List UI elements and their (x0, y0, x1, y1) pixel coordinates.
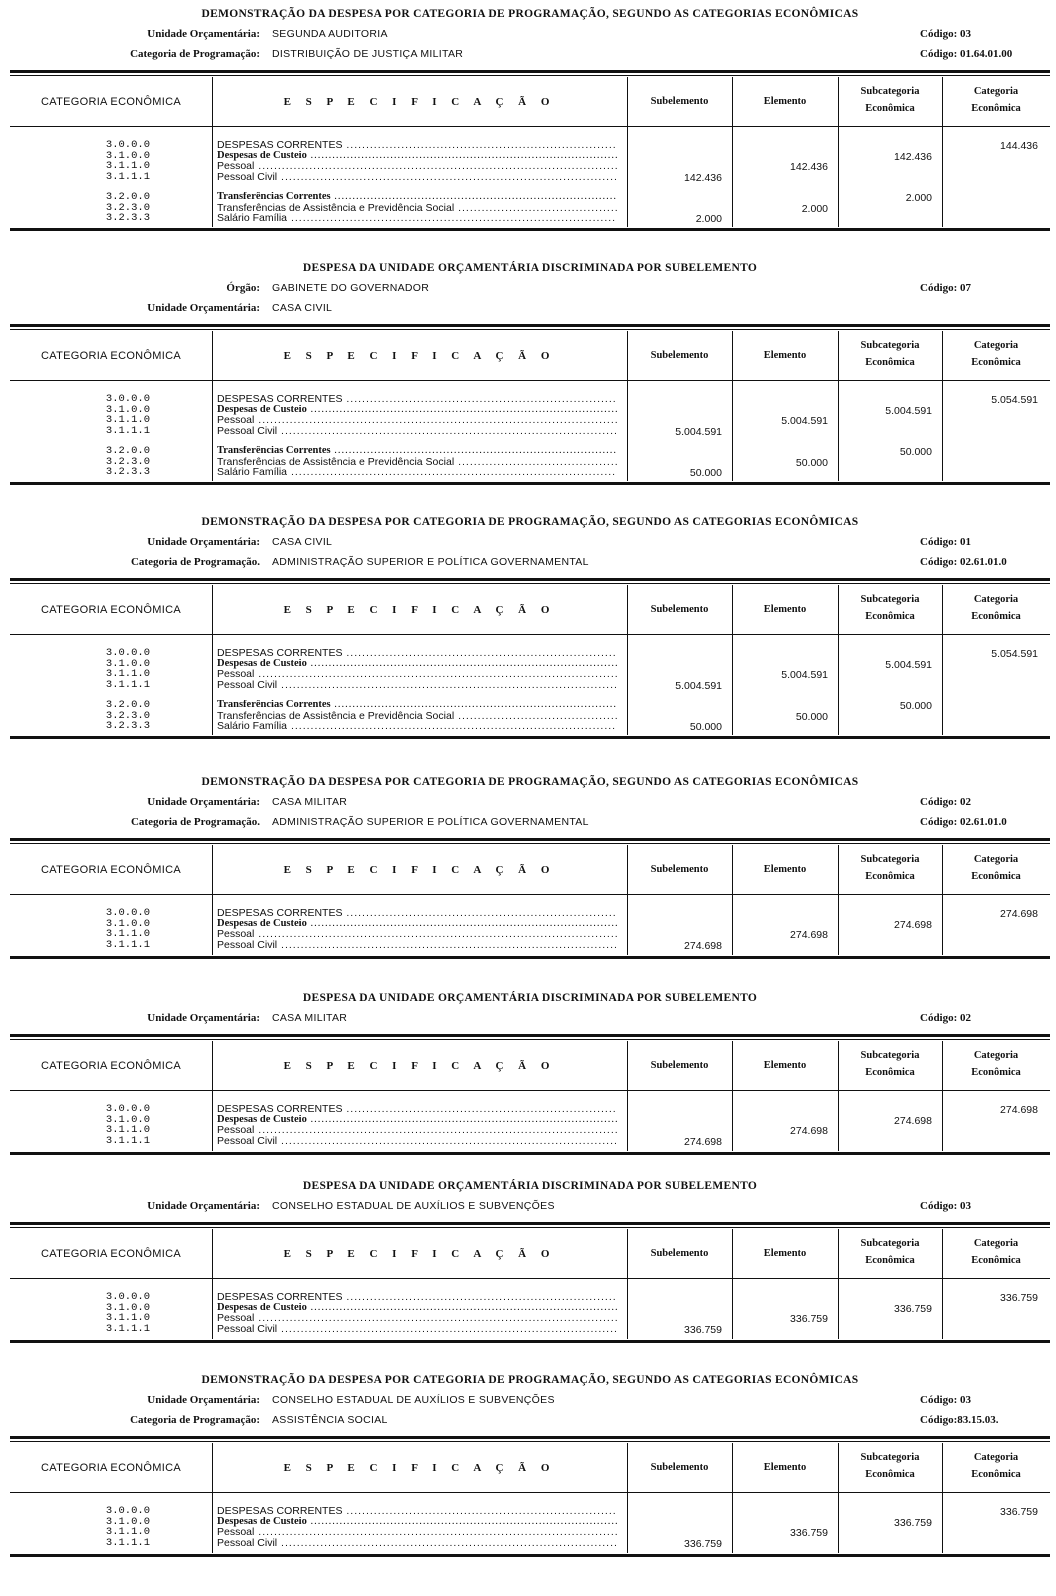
header-subelemento: Subelemento (650, 864, 709, 875)
meta-code: Código: 03 (920, 28, 972, 40)
table-top-rule (10, 1034, 1050, 1037)
meta-value: ASSISTÊNCIA SOCIAL (272, 1414, 388, 1426)
meta-code: Código: 02 (920, 796, 972, 808)
specification-item: Despesas de Custeio ..... (217, 151, 617, 162)
meta-row (10, 1012, 1050, 1028)
column-divider (627, 1229, 628, 1339)
table-top-rule (10, 838, 1050, 841)
table-top-rule (10, 1436, 1050, 1439)
categoria-amount: 274.698 (1000, 908, 1038, 920)
specification-item: DESPESAS CORRENTES ..... (217, 140, 617, 151)
specification-item: Pessoal ..... (217, 929, 617, 940)
meta-code: Código: 02.61.01.0 (920, 556, 1007, 568)
header-line-1: Categoria (973, 340, 1019, 351)
category-code: 3.2.0.0 (105, 191, 150, 203)
header-especificacao: E S P E C I F I C A Ç Ã O (283, 1060, 556, 1072)
category-code: 3.0.0.0 (105, 1291, 150, 1303)
header-bottom-rule (10, 894, 1050, 895)
header-elemento: Elemento (763, 864, 807, 875)
section-title: DESPESA DA UNIDADE ORÇAMENTÁRIA DISCRIMINADA POR SUBELEMENTO (302, 1180, 758, 1192)
header-categoria (942, 594, 1050, 622)
header-elemento: Elemento (763, 1462, 807, 1473)
categoria-amount: 274.698 (1000, 1104, 1038, 1116)
meta-label: Unidade Orçamentária: (147, 1012, 260, 1024)
subelemento-amount: 336.759 (684, 1323, 722, 1336)
elemento-amount: 274.698 (790, 929, 828, 941)
meta-code: Código: 03 (920, 1394, 972, 1406)
header-line-1: Subcategoria (860, 594, 920, 605)
specification-item: Transferências de Assistência e Previdência Social ..... (217, 203, 617, 214)
category-code: 3.0.0.0 (105, 139, 150, 151)
specification-item: Pessoal ..... (217, 1313, 617, 1324)
specification-item: Despesas de Custeio ..... (217, 919, 617, 930)
meta-value: CASA MILITAR (272, 1012, 348, 1024)
column-divider (212, 1443, 213, 1553)
table-top-rule-inner (10, 1441, 1050, 1442)
category-code: 3.1.1.1 (105, 1322, 150, 1335)
header-subelemento: Subelemento (650, 1248, 709, 1259)
specification-item: Pessoal ..... (217, 1125, 617, 1136)
meta-row (10, 556, 1050, 572)
header-line-2: Econômica (865, 103, 915, 114)
column-divider (212, 1041, 213, 1151)
header-categoria-economica: CATEGORIA ECONÔMICA (41, 604, 181, 616)
specification-item: Despesas de Custeio ..... (217, 659, 617, 670)
header-subelemento: Subelemento (650, 96, 709, 107)
header-subelemento: Subelemento (650, 604, 709, 615)
header-subcategoria (838, 86, 942, 114)
meta-label: Categoria de Programação. (130, 816, 260, 828)
header-elemento: Elemento (763, 604, 807, 615)
meta-label: Unidade Orçamentária: (147, 28, 260, 40)
header-especificacao: E S P E C I F I C A Ç Ã O (283, 96, 556, 108)
categoria-amount: 5.054.591 (991, 648, 1038, 660)
subcategoria-amount: 274.698 (894, 918, 932, 931)
column-divider (212, 1229, 213, 1339)
meta-code: Código: 02 (920, 1012, 972, 1024)
meta-row (10, 1394, 1050, 1410)
meta-value: CASA MILITAR (272, 796, 348, 808)
specification-item: Pessoal ..... (217, 669, 617, 680)
header-categoria (942, 854, 1050, 882)
meta-label: Unidade Orçamentária: (147, 796, 260, 808)
subelemento-amount: 50.000 (689, 467, 722, 479)
meta-label: Categoria de Programação. (130, 556, 260, 568)
header-categoria (942, 1238, 1050, 1266)
header-bottom-rule (10, 1278, 1050, 1279)
category-code: 3.2.3.3 (105, 466, 150, 478)
header-especificacao: E S P E C I F I C A Ç Ã O (283, 1462, 556, 1474)
specification-item: Salário Família ..... (217, 467, 617, 478)
header-line-1: Categoria (973, 86, 1019, 97)
specification-item: Despesas de Custeio ..... (217, 1303, 617, 1314)
subcategoria-amount: 50.000 (899, 446, 932, 458)
category-code: 3.1.0.0 (105, 1301, 150, 1314)
elemento-amount: 5.004.591 (781, 669, 828, 681)
header-line-2: Econômica (971, 103, 1021, 114)
category-code: 3.0.0.0 (105, 1103, 150, 1115)
header-line-1: Categoria (973, 1452, 1019, 1463)
header-line-2: Econômica (971, 611, 1021, 622)
meta-code: Código: 01.64.01.00 (920, 48, 1013, 60)
category-code: 3.2.3.0 (105, 455, 150, 468)
specification-item: Despesas de Custeio ..... (217, 1517, 617, 1528)
subelemento-amount: 5.004.591 (675, 425, 722, 438)
header-categoria (942, 340, 1050, 368)
meta-label: Unidade Orçamentária: (147, 1394, 260, 1406)
header-line-2: Econômica (971, 1067, 1021, 1078)
header-elemento: Elemento (763, 1060, 807, 1071)
header-bottom-rule (10, 1090, 1050, 1091)
specification-item: Transferências Correntes ..... (217, 700, 617, 711)
meta-label: Unidade Orçamentária: (147, 302, 260, 314)
header-line-1: Categoria (973, 1238, 1019, 1249)
specification-item: Pessoal Civil ..... (217, 1324, 617, 1335)
meta-code: Código: 01 (920, 536, 972, 548)
meta-value: CASA CIVIL (272, 536, 333, 548)
section-title: DESPESA DA UNIDADE ORÇAMENTÁRIA DISCRIMINADA POR SUBELEMENTO (302, 262, 758, 274)
category-code: 3.2.3.3 (105, 212, 150, 224)
meta-label: Categoria de Programação: (130, 48, 260, 60)
table-top-rule (10, 70, 1050, 73)
header-bottom-rule (10, 1492, 1050, 1493)
header-subcategoria (838, 854, 942, 882)
specification-item: Pessoal ..... (217, 415, 617, 426)
specification-item: DESPESAS CORRENTES ..... (217, 648, 617, 659)
elemento-amount: 274.698 (790, 1125, 828, 1137)
specification-item: Pessoal Civil ..... (217, 1538, 617, 1549)
header-bottom-rule (10, 634, 1050, 635)
category-code: 3.0.0.0 (105, 647, 150, 659)
header-line-1: Categoria (973, 1050, 1019, 1061)
table-bottom-rule (10, 1340, 1050, 1343)
subelemento-amount: 5.004.591 (675, 679, 722, 692)
section-title: DEMONSTRAÇÃO DA DESPESA POR CATEGORIA DE PROGRAMAÇÃO, SEGUNDO AS CATEGORIAS ECONÔMICAS (201, 8, 859, 20)
category-code: 3.2.3.0 (105, 709, 150, 722)
column-divider (627, 845, 628, 955)
header-categoria (942, 1452, 1050, 1480)
header-categoria (942, 1050, 1050, 1078)
header-line-2: Econômica (971, 1469, 1021, 1480)
specification-item: Transferências de Assistência e Previdência Social ..... (217, 457, 617, 468)
subcategoria-amount: 274.698 (894, 1114, 932, 1127)
header-elemento: Elemento (763, 1248, 807, 1259)
category-code: 3.1.0.0 (105, 657, 150, 670)
column-divider (212, 845, 213, 955)
table-top-rule-inner (10, 1039, 1050, 1040)
meta-row (10, 1200, 1050, 1216)
table-top-rule-inner (10, 843, 1050, 844)
header-subcategoria (838, 1452, 942, 1480)
category-code: 3.0.0.0 (105, 907, 150, 919)
column-divider (732, 845, 733, 955)
subcategoria-amount: 2.000 (905, 192, 932, 204)
category-code: 3.1.1.0 (105, 1312, 150, 1324)
specification-item: Pessoal Civil ..... (217, 172, 617, 183)
section-title: DEMONSTRAÇÃO DA DESPESA POR CATEGORIA DE PROGRAMAÇÃO, SEGUNDO AS CATEGORIAS ECONÔMICAS (201, 776, 859, 788)
header-categoria-economica: CATEGORIA ECONÔMICA (41, 1248, 181, 1260)
category-code: 3.1.1.1 (105, 938, 150, 951)
elemento-amount: 336.759 (790, 1313, 828, 1325)
table-bottom-rule (10, 1152, 1050, 1155)
column-divider (732, 1041, 733, 1151)
category-code: 3.1.1.1 (105, 424, 150, 437)
category-code: 3.2.0.0 (105, 445, 150, 457)
category-code: 3.1.1.1 (105, 678, 150, 691)
category-code: 3.1.0.0 (105, 1113, 150, 1126)
elemento-amount: 5.004.591 (781, 415, 828, 427)
specification-item: DESPESAS CORRENTES ..... (217, 1292, 617, 1303)
meta-value: CASA CIVIL (272, 302, 333, 314)
meta-label: Categoria de Programação: (130, 1414, 260, 1426)
categoria-amount: 336.759 (1000, 1292, 1038, 1304)
subelemento-amount: 50.000 (689, 721, 722, 733)
subcategoria-amount: 336.759 (894, 1516, 932, 1529)
elemento-amount: 142.436 (790, 161, 828, 173)
header-especificacao: E S P E C I F I C A Ç Ã O (283, 350, 556, 362)
specification-item: Salário Família ..... (217, 213, 617, 224)
specification-item: Despesas de Custeio ..... (217, 1115, 617, 1126)
meta-value: ADMINISTRAÇÃO SUPERIOR E POLÍTICA GOVERNAMENTAL (272, 556, 589, 568)
header-line-2: Econômica (971, 871, 1021, 882)
specification-item: Pessoal Civil ..... (217, 1136, 617, 1147)
elemento-amount: 336.759 (790, 1527, 828, 1539)
category-code: 3.1.0.0 (105, 149, 150, 162)
header-subcategoria (838, 594, 942, 622)
elemento-amount: 50.000 (795, 710, 828, 723)
header-bottom-rule (10, 126, 1050, 127)
header-categoria-economica: CATEGORIA ECONÔMICA (41, 96, 181, 108)
subelemento-amount: 2.000 (695, 213, 722, 225)
specification-item: DESPESAS CORRENTES ..... (217, 1104, 617, 1115)
specification-item: Pessoal Civil ..... (217, 426, 617, 437)
category-code: 3.2.0.0 (105, 699, 150, 711)
category-code: 3.1.1.0 (105, 1526, 150, 1538)
header-subelemento: Subelemento (650, 350, 709, 361)
subcategoria-amount: 142.436 (894, 150, 932, 163)
table-bottom-rule (10, 228, 1050, 231)
meta-row (10, 282, 1050, 298)
meta-code: Código: 03 (920, 1200, 972, 1212)
header-elemento: Elemento (763, 350, 807, 361)
header-bottom-rule (10, 380, 1050, 381)
table-bottom-rule (10, 956, 1050, 959)
meta-row (10, 796, 1050, 812)
category-code: 3.1.1.1 (105, 1536, 150, 1549)
header-line-2: Econômica (865, 1255, 915, 1266)
meta-row (10, 1414, 1050, 1430)
specification-item: Pessoal ..... (217, 1527, 617, 1538)
header-line-1: Subcategoria (860, 1050, 920, 1061)
elemento-amount: 2.000 (801, 202, 828, 215)
header-subcategoria (838, 340, 942, 368)
specification-item: Transferências Correntes ..... (217, 192, 617, 203)
subcategoria-amount: 50.000 (899, 700, 932, 712)
category-code: 3.1.1.1 (105, 170, 150, 183)
table-top-rule-inner (10, 329, 1050, 330)
header-line-2: Econômica (865, 871, 915, 882)
meta-code: Código:83.15.03. (920, 1414, 999, 1426)
column-divider (627, 1443, 628, 1553)
table-top-rule (10, 324, 1050, 327)
meta-row (10, 536, 1050, 552)
specification-item: Pessoal ..... (217, 161, 617, 172)
subelemento-amount: 274.698 (684, 1135, 722, 1148)
meta-value: CONSELHO ESTADUAL DE AUXÍLIOS E SUBVENÇÕES (272, 1200, 555, 1212)
category-code: 3.2.3.3 (105, 720, 150, 732)
header-line-2: Econômica (971, 357, 1021, 368)
header-especificacao: E S P E C I F I C A Ç Ã O (283, 604, 556, 616)
category-code: 3.2.3.0 (105, 201, 150, 214)
meta-row (10, 48, 1050, 64)
categoria-amount: 5.054.591 (991, 394, 1038, 406)
categoria-amount: 144.436 (1000, 140, 1038, 152)
specification-item: Transferências Correntes ..... (217, 446, 617, 457)
elemento-amount: 50.000 (795, 456, 828, 469)
column-divider (627, 1041, 628, 1151)
header-line-1: Subcategoria (860, 854, 920, 865)
meta-code: Código: 07 (920, 282, 972, 294)
specification-item: Pessoal Civil ..... (217, 940, 617, 951)
meta-label: Unidade Orçamentária: (147, 1200, 260, 1212)
header-line-1: Subcategoria (860, 1238, 920, 1249)
table-bottom-rule (10, 1554, 1050, 1557)
category-code: 3.1.0.0 (105, 1515, 150, 1528)
meta-row (10, 302, 1050, 318)
header-line-1: Subcategoria (860, 340, 920, 351)
table-top-rule (10, 1222, 1050, 1225)
header-line-1: Categoria (973, 594, 1019, 605)
meta-value: DISTRIBUIÇÃO DE JUSTIÇA MILITAR (272, 48, 464, 60)
subelemento-amount: 274.698 (684, 939, 722, 952)
header-line-2: Econômica (865, 611, 915, 622)
section-title: DEMONSTRAÇÃO DA DESPESA POR CATEGORIA DE PROGRAMAÇÃO, SEGUNDO AS CATEGORIAS ECONÔMICAS (201, 516, 859, 528)
meta-value: GABINETE DO GOVERNADOR (272, 282, 430, 294)
category-code: 3.1.1.0 (105, 668, 150, 680)
section-title: DEMONSTRAÇÃO DA DESPESA POR CATEGORIA DE PROGRAMAÇÃO, SEGUNDO AS CATEGORIAS ECONÔMICAS (201, 1374, 859, 1386)
subelemento-amount: 336.759 (684, 1537, 722, 1550)
subcategoria-amount: 336.759 (894, 1302, 932, 1315)
meta-row (10, 816, 1050, 832)
category-code: 3.1.0.0 (105, 403, 150, 416)
header-line-2: Econômica (865, 357, 915, 368)
header-line-1: Subcategoria (860, 1452, 920, 1463)
header-especificacao: E S P E C I F I C A Ç Ã O (283, 864, 556, 876)
header-categoria-economica: CATEGORIA ECONÔMICA (41, 864, 181, 876)
header-line-2: Econômica (865, 1067, 915, 1078)
column-divider (732, 1229, 733, 1339)
header-subcategoria (838, 1050, 942, 1078)
meta-row (10, 28, 1050, 44)
specification-item: Transferências de Assistência e Previdência Social ..... (217, 711, 617, 722)
meta-value: CONSELHO ESTADUAL DE AUXÍLIOS E SUBVENÇÕES (272, 1394, 555, 1406)
meta-label: Unidade Orçamentária: (147, 536, 260, 548)
specification-item: Salário Família ..... (217, 721, 617, 732)
subelemento-amount: 142.436 (684, 171, 722, 184)
header-especificacao: E S P E C I F I C A Ç Ã O (283, 1248, 556, 1260)
header-elemento: Elemento (763, 96, 807, 107)
header-categoria (942, 86, 1050, 114)
table-top-rule (10, 578, 1050, 581)
meta-label: Órgão: (226, 282, 260, 294)
category-code: 3.1.1.0 (105, 160, 150, 172)
categoria-amount: 336.759 (1000, 1506, 1038, 1518)
header-categoria-economica: CATEGORIA ECONÔMICA (41, 1060, 181, 1072)
category-code: 3.1.1.0 (105, 1124, 150, 1136)
category-code: 3.1.0.0 (105, 917, 150, 930)
header-line-2: Econômica (971, 1255, 1021, 1266)
specification-item: DESPESAS CORRENTES ..... (217, 394, 617, 405)
header-line-1: Categoria (973, 854, 1019, 865)
specification-item: DESPESAS CORRENTES ..... (217, 908, 617, 919)
category-code: 3.1.1.0 (105, 414, 150, 426)
meta-value: SEGUNDA AUDITORIA (272, 28, 388, 40)
header-line-2: Econômica (865, 1469, 915, 1480)
header-subcategoria (838, 1238, 942, 1266)
table-bottom-rule (10, 736, 1050, 739)
header-line-1: Subcategoria (860, 86, 920, 97)
specification-item: Despesas de Custeio ..... (217, 405, 617, 416)
header-categoria-economica: CATEGORIA ECONÔMICA (41, 350, 181, 362)
category-code: 3.1.1.0 (105, 928, 150, 940)
category-code: 3.0.0.0 (105, 393, 150, 405)
meta-value: ADMINISTRAÇÃO SUPERIOR E POLÍTICA GOVERNAMENTAL (272, 816, 589, 828)
meta-code: Código: 02.61.01.0 (920, 816, 1007, 828)
table-top-rule-inner (10, 583, 1050, 584)
table-bottom-rule (10, 482, 1050, 485)
section-title: DESPESA DA UNIDADE ORÇAMENTÁRIA DISCRIMINADA POR SUBELEMENTO (302, 992, 758, 1004)
table-top-rule-inner (10, 1227, 1050, 1228)
header-categoria-economica: CATEGORIA ECONÔMICA (41, 1462, 181, 1474)
subcategoria-amount: 5.004.591 (885, 404, 932, 417)
category-code: 3.1.1.1 (105, 1134, 150, 1147)
subcategoria-amount: 5.004.591 (885, 658, 932, 671)
column-divider (732, 1443, 733, 1553)
category-code: 3.0.0.0 (105, 1505, 150, 1517)
header-subelemento: Subelemento (650, 1060, 709, 1071)
specification-item: DESPESAS CORRENTES ..... (217, 1506, 617, 1517)
table-top-rule-inner (10, 75, 1050, 76)
specification-item: Pessoal Civil ..... (217, 680, 617, 691)
header-subelemento: Subelemento (650, 1462, 709, 1473)
